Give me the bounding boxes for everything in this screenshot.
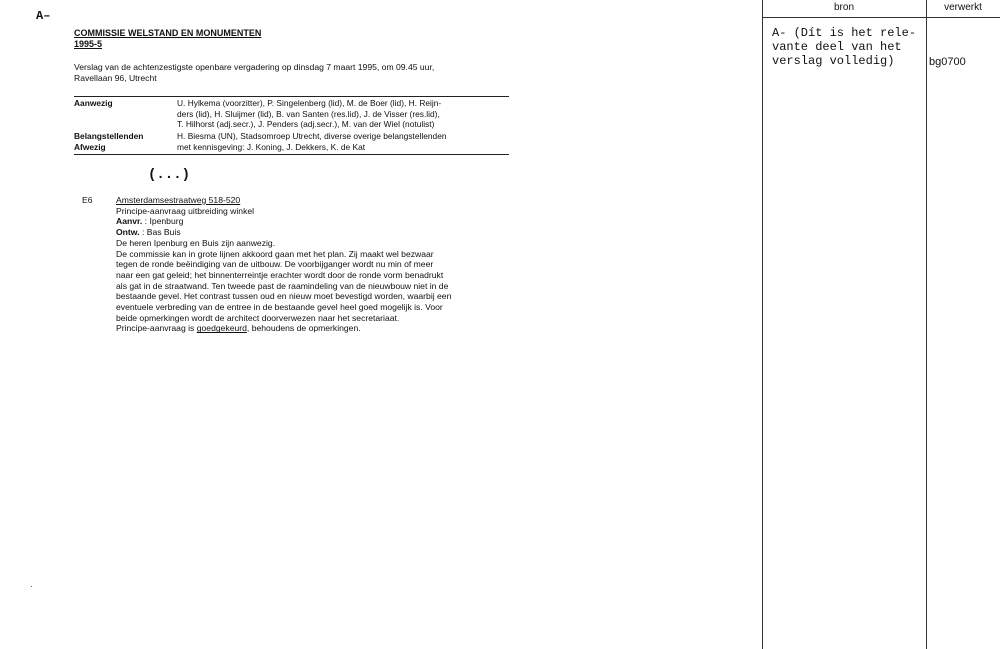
- attendance-label: Belangstellenden: [74, 131, 144, 141]
- bron-note-line: A- (Dít is het rele-: [772, 26, 917, 40]
- conclusion-verdict: goedgekeurd: [196, 323, 247, 334]
- bottom-divider: [74, 154, 509, 155]
- item-conclusion: [116, 323, 526, 334]
- intro-line-1: Verslag van de achtenzestigste openbare vergadering op dinsdag 7 maart 1995, om 09.45 uur,: [74, 62, 435, 72]
- column-header-bron: bron: [833, 2, 854, 13]
- agenda-item: [116, 195, 526, 334]
- attendance-text: [177, 142, 513, 153]
- attendance-line: T. Hilhorst (adj.secr.), J. Penders (adj.secr.), M. van der Wiel (notulist): [177, 119, 435, 129]
- item-code: E6: [82, 195, 93, 205]
- item-body-line: beide opmerkingen wordt de architect doorverwezen naar het secretariaat.: [116, 312, 400, 323]
- attendance-line: met kennisgeving: J. Koning, J. Dekkers, K. de Kat: [177, 142, 366, 152]
- applicant-label: Aanvr.: [116, 216, 143, 227]
- attendance-line: ders (lid), H. Sluijmer (lid), B. van Santen (res.lid), J. de Visser (res.lid),: [177, 108, 440, 119]
- bron-note: [772, 26, 922, 68]
- attendance-line: U. Hylkema (voorzitter), P. Singelenberg (lid), M. de Boer (lid), H. Reijn-: [177, 98, 442, 108]
- bron-note-line: vante deel van het: [772, 40, 902, 54]
- attendance-line: H. Biesma (UN), Stadsomroep Utrecht, diverse overige belangstellenden: [177, 131, 447, 141]
- sidebar-column-divider: [926, 0, 927, 649]
- attendance-text: [177, 98, 513, 130]
- bron-note-line: verslag volledig): [772, 54, 895, 68]
- intro-line-2: Ravellaan 96, Utrecht: [74, 73, 157, 83]
- conclusion-pre: Principe-aanvraag is: [116, 323, 197, 334]
- column-header-verwerkt: verwerkt: [944, 2, 982, 13]
- applicant-value: : Ipenburg: [144, 216, 184, 227]
- item-body-line: bestaande gevel. Het contrast tussen oud en nieuw moet bevestigd worden, waarbij een: [116, 291, 452, 302]
- document-heading: [74, 28, 261, 50]
- item-applicant: [116, 216, 526, 227]
- item-body-line: De heren Ipenburg en Buis zijn aanwezig.: [116, 237, 276, 248]
- item-body-line: naar een gat geleid; het binnenterreintje erachter wordt door de ronde vorm benadrukt: [116, 269, 444, 280]
- verwerkt-code: bg0700: [929, 56, 966, 68]
- stray-mark: ·: [30, 582, 33, 591]
- item-subject: Principe-aanvraag uitbreiding winkel: [116, 205, 255, 216]
- attendance-text: [177, 131, 513, 142]
- designer-label: Ontw.: [116, 227, 140, 238]
- heading-title: COMMISSIE WELSTAND EN MONUMENTEN: [74, 28, 262, 38]
- item-body-line: eventuele verbreding van de entree in de bestaande gevel heel goed mogelijk is. Voor: [116, 302, 443, 313]
- heading-year: 1995-5: [74, 39, 103, 49]
- attendance-label: Aanwezig: [74, 98, 113, 108]
- omission-marker: (...): [148, 167, 191, 183]
- top-divider: [74, 96, 509, 97]
- item-body-line: De commissie kan in grote lijnen akkoord gaan met het plan. Zij maakt wel bezwaar: [116, 248, 434, 259]
- meeting-intro: [74, 62, 514, 84]
- item-designer: [116, 227, 526, 238]
- sidebar-header-rule: [762, 17, 1000, 18]
- item-body-line: als gat in de straatwand. Ten tweede past de raamindeling van de nieuwbouw niet in de: [116, 280, 449, 291]
- item-address: Amsterdamsestraatweg 518-520: [116, 195, 241, 205]
- designer-value: : Bas Buis: [141, 227, 181, 238]
- conclusion-post: , behoudens de opmerkingen.: [246, 323, 361, 334]
- sidebar-left-border: [762, 0, 763, 649]
- corner-label: A–: [36, 9, 51, 23]
- attendance-label: Afwezig: [74, 142, 106, 152]
- item-body-line: tegen de ronde beëindiging van de uitbouw. De voorbijganger wordt nu min of meer: [116, 259, 434, 270]
